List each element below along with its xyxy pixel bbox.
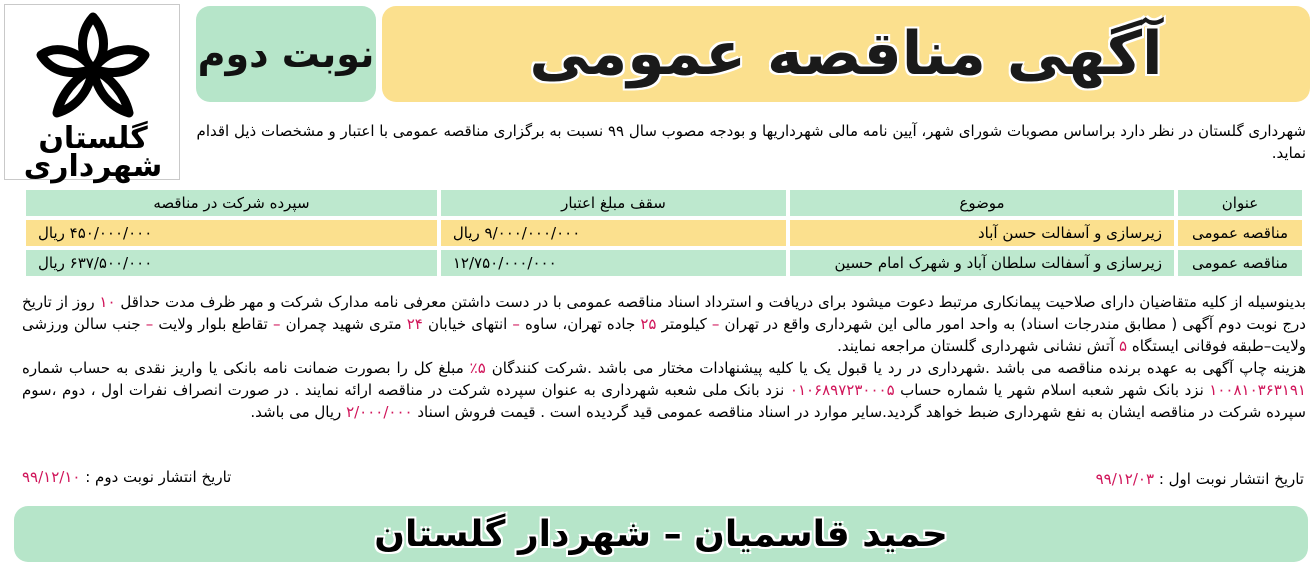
body-text: جنب سالن ورزشی ولایت–طبقه فوقانی ایستگاه — [22, 315, 1306, 355]
km-value: ۲۵ — [640, 315, 657, 333]
days-value: ۱۰ — [99, 293, 116, 311]
dash-mark: – — [512, 315, 520, 333]
row-type: مناقصه عمومی — [1178, 250, 1302, 276]
header-budget: سقف مبلغ اعتبار — [441, 190, 786, 216]
body-text: هزینه چاپ آگهی به عهده برنده مناقصه می باشد .شهرداری در رد یا قبول یک یا کلیه پیشنهادات مختار می باشد .شرکت کنندگان — [491, 359, 1306, 377]
header-deposit: سپرده شرکت در مناقصه — [26, 190, 437, 216]
station-value: ۵ — [1119, 337, 1128, 355]
table-row — [26, 220, 1302, 246]
body-text: روز از تاریخ درج نوبت دوم آگهی ( مطابق مندرجات اسناد) به واحد امور مالی این شهرداری واقع در تهران — [22, 293, 1306, 333]
second-publish-date — [22, 468, 231, 486]
row-subject: زیرسازی و آسفالت سلطان آباد و شهرک امام حسین — [790, 250, 1174, 276]
document-price: ۲/۰۰۰/۰۰۰ — [346, 403, 413, 421]
body-text: آتش نشانی شهرداری گلستان مراجعه نمایند. — [837, 337, 1115, 355]
round-badge: نوبت دوم — [196, 6, 376, 102]
body-text: جاده تهران، ساوه — [525, 315, 636, 333]
row-type: مناقصه عمومی — [1178, 220, 1302, 246]
percent-value: ۵٪ — [469, 359, 486, 377]
account-number-2: ۰۱۰۶۸۹۷۲۳۰۰۰۵ — [789, 381, 895, 399]
account-number-1: ۱۰۰۸۱۰۳۶۳۱۹۱ — [1209, 381, 1306, 399]
row-deposit: ۴۵۰/۰۰۰/۰۰۰ ریال — [26, 220, 437, 246]
body-text: نزد بانک شهر شعبه اسلام شهر یا شماره حساب — [900, 381, 1204, 399]
logo-text-municipality: شهرداری — [23, 149, 163, 184]
body-text: مبلغ کل را بصورت ضمانت نامه بانکی یا واریز نقدی به حساب شماره — [22, 359, 464, 377]
first-publish-value: ۹۹/۱۲/۰۳ — [1095, 470, 1155, 488]
body-paragraph — [22, 291, 1306, 423]
municipality-logo — [4, 4, 180, 184]
tender-table — [22, 186, 1306, 280]
dash-mark: – — [145, 315, 154, 333]
dash-mark: – — [272, 315, 281, 333]
intro-paragraph — [190, 120, 1306, 164]
body-text: بدینوسیله از کلیه متقاضیان دارای صلاحیت پیمانکاری مرتبط دعوت میشود برای دریافت و استرداد اسناد مناقصه عمومی با در دست داشتن معرفی نامه مدارک شرکت و مهر ظرف مدت حداقل — [120, 293, 1306, 311]
body-text: ریال می باشد. — [250, 403, 342, 421]
dash-mark: – — [711, 315, 720, 333]
row-deposit: ۶۳۷/۵۰۰/۰۰۰ ریال — [26, 250, 437, 276]
body-text: تقاطع بلوار ولایت — [158, 315, 268, 333]
second-publish-label: تاریخ انتشار نوبت دوم : — [85, 468, 232, 486]
header-subject: موضوع — [790, 190, 1174, 216]
row-budget: ۱۲/۷۵۰/۰۰۰/۰۰۰ — [441, 250, 786, 276]
table-row — [26, 250, 1302, 276]
body-text: نزد بانک ملی شعبه شهرداری به عنوان سپرده شرکت در مناقصه ارائه نمایند . در صورت انصراف نفرات اول ، دوم ،سوم سپرده شرکت در مناقصه ایشان به نفع شهرداری ضبط خواهد گردید.سایر موارد در اسناد مناقصه عمومی قید گردیده است . قیمت فروش اسناد — [22, 381, 1306, 421]
second-publish-value: ۹۹/۱۲/۱۰ — [22, 468, 81, 486]
flower-emblem-icon — [35, 11, 151, 123]
table-header-row — [26, 190, 1302, 216]
intro-text: شهرداری گلستان در نظر دارد براساس مصوبات شورای شهر، آیین نامه مالی شهرداریها و بودجه مصوب سال ۹۹ نسبت به برگزاری مناقصه عمومی با اعتبار و مشخصات ذیل اقدام نماید. — [196, 122, 1306, 162]
body-text: انتهای خیابان — [427, 315, 508, 333]
body-text: کیلومتر — [661, 315, 707, 333]
mayor-signature: حمید قاسمیان – شهردار گلستان — [14, 506, 1308, 562]
logo-text-golestan: گلستان — [38, 121, 148, 156]
row-subject: زیرسازی و آسفالت حسن آباد — [790, 220, 1174, 246]
page-title: آگهی مناقصه عمومی — [382, 6, 1310, 102]
row-budget: ۹/۰۰۰/۰۰۰/۰۰۰ ریال — [441, 220, 786, 246]
first-publish-date — [1096, 470, 1304, 488]
body-text: متری شهید چمران — [285, 315, 402, 333]
header-title: عنوان — [1178, 190, 1302, 216]
street-value: ۲۴ — [406, 315, 423, 333]
first-publish-label: تاریخ انتشار نوبت اول : — [1158, 470, 1304, 488]
